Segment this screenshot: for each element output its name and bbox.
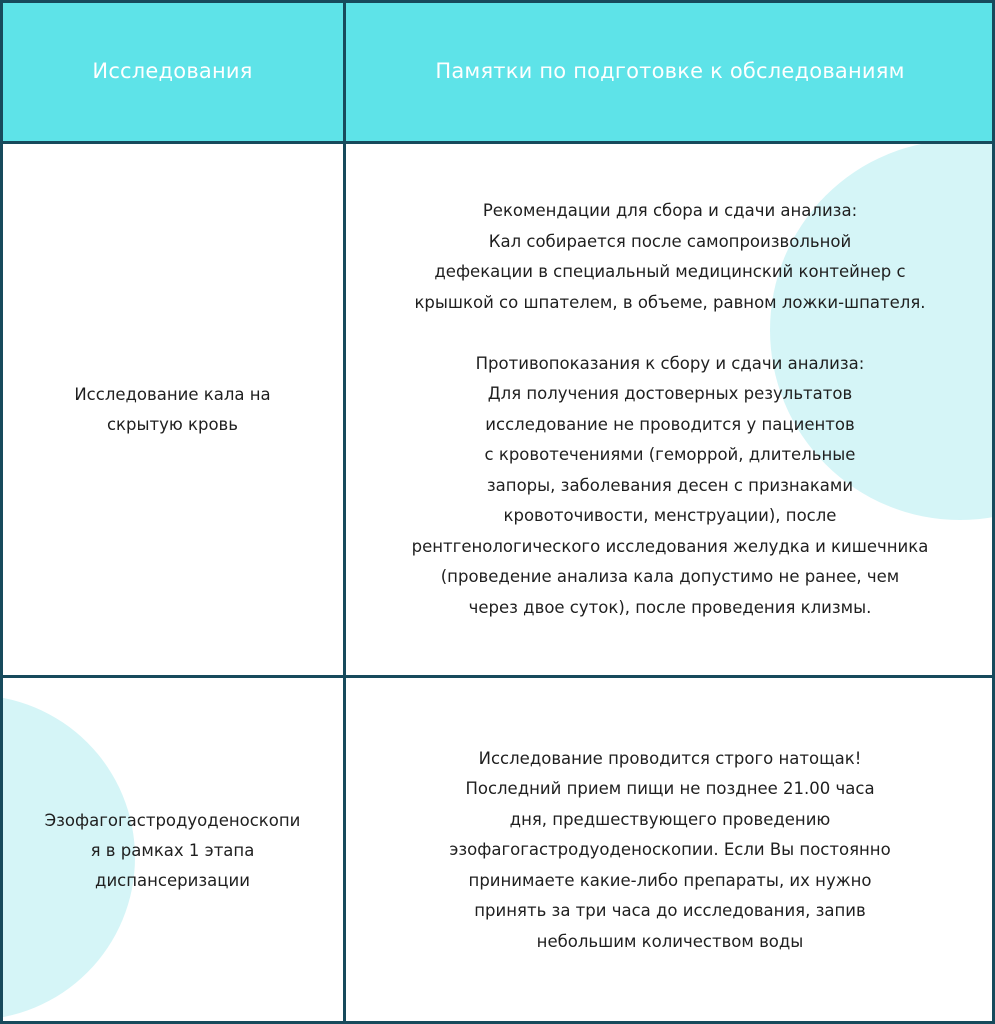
row-2-study-text [45,806,301,896]
study-line: я в рамках 1 этапа [90,840,255,860]
memo-line: дефекации в специальный медицинский контейнер с [434,262,906,281]
memo-line: с кровотечениями (геморрой, длительные [484,445,856,464]
memo-line: Исследование проводится строго натощак! [478,748,862,768]
row-2-study-cell [0,677,345,1024]
row-1-study-cell [0,142,345,677]
memo-line: Последний прием пищи не позднее 21.00 часа [465,779,875,799]
memo-line: рентгенологического исследования желудка и кишечника [411,536,929,556]
study-line: Исследование кала на [74,384,271,404]
memo-line: исследование не проводится у пациентов [485,414,855,434]
row-1-study-text [74,380,270,440]
memo-line: эзофагогастродуоденоскопии. Если Вы постоянно [449,840,891,860]
memo-line: принять за три часа до исследования, запив [474,901,866,921]
row-2-memo-cell [345,677,995,1024]
study-line: диспансеризации [95,870,250,890]
memo-line: запоры, заболевания десен с признаками [486,475,854,495]
memo-line: Противопоказания к сбору и сдачи анализа: [475,353,865,373]
header-memos-label: Памятки по подготовке к обследованиям [435,59,905,83]
study-line: скрытую кровь [106,414,239,434]
header-studies [0,0,345,142]
header-memos [345,0,995,142]
row-2-memo-text [449,744,890,958]
memo-line: принимаете какие-либо препараты, их нужно [468,870,872,890]
row-1-memo-text [412,196,929,623]
memo-line: Для получения достоверных результатов [487,384,853,403]
paragraph-spacer [412,318,929,349]
row-1-memo-cell [345,142,995,677]
memo-line: через двое суток), после проведения клизмы. [468,597,872,617]
memo-line: крышкой со шпателем, в объеме, равном ложки-шпателя. [414,292,926,312]
memo-line: Кал собирается после самопроизвольной [488,231,852,251]
memo-line: (проведение анализа кала допустимо не ранее, чем [440,567,900,586]
memo-line: дня, предшествующего проведению [509,809,831,829]
memo-line: Рекомендации для сбора и сдачи анализа: [482,201,858,220]
memo-line: кровоточивости, менструации), после [503,506,837,525]
memo-line: небольшим количеством воды [536,931,804,951]
study-line: Эзофагогастродуоденоскопи [44,810,301,830]
header-studies-label: Исследования [92,59,253,83]
